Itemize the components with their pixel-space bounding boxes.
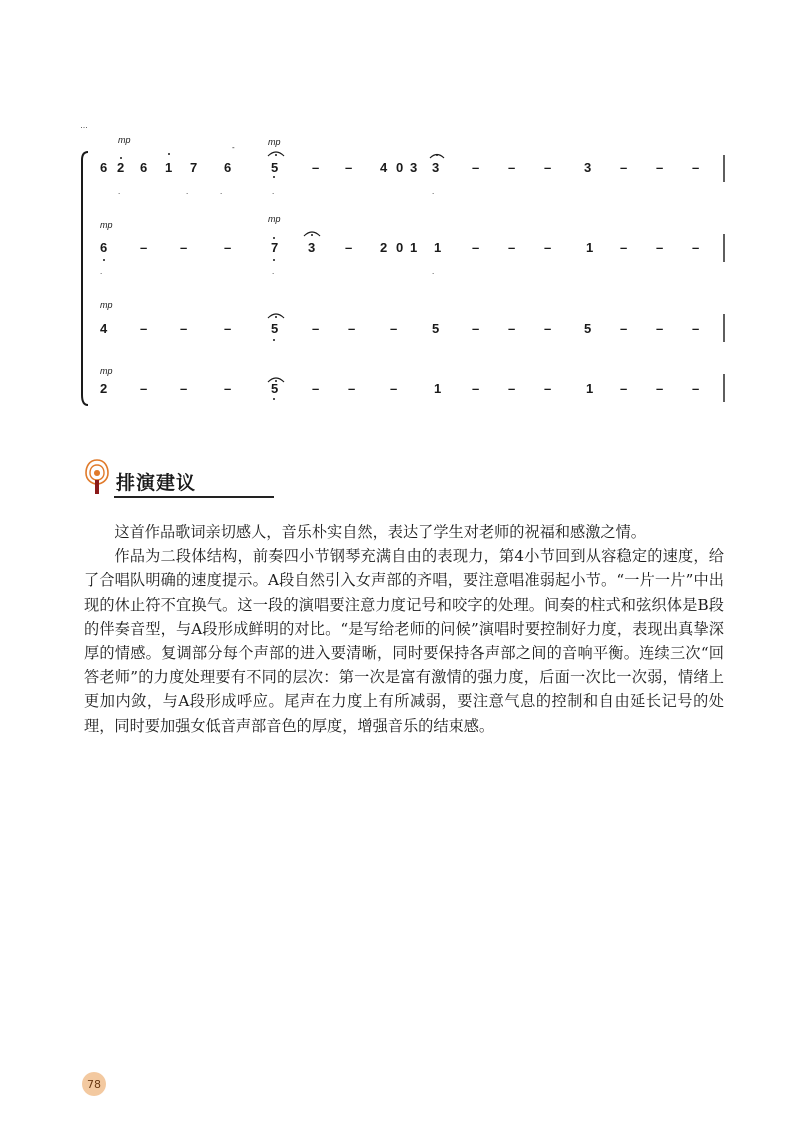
score-note: 0 [396,240,404,255]
score-note: – [472,321,480,336]
lyric-mark: . [220,187,223,196]
score-note: 4 [380,160,388,175]
score-note: 3 [584,160,592,175]
section-title: 排演建议 [116,472,197,494]
score-row-1 [100,135,724,196]
score-note: – [472,381,480,396]
paragraph: 这首作品歌词亲切感人，音乐朴实自然，表达了学生对老师的祝福和感激之情。 [114,523,646,541]
score-note: – [508,160,516,175]
score-note: – [508,381,516,396]
rehearsal-icon [84,458,110,496]
score-note: – [544,160,552,175]
page-number: 78 [82,1072,106,1096]
score-note: – [508,321,516,336]
score-note: – [180,321,188,336]
score-note: 3 [410,160,418,175]
score-note: 6 [140,160,148,175]
score-note: 3 [308,240,316,255]
score-note: 7 [271,240,279,255]
score-note: 1 [165,160,173,175]
dynamic-mark: mp [100,220,113,230]
score-note: – [312,381,320,396]
jianpu-score [0,0,800,420]
svg-text:…: … [80,121,88,130]
score-note: – [656,321,664,336]
score-top-mark [80,121,88,130]
score-note: – [312,160,320,175]
score-note: – [692,381,700,396]
score-note: – [224,321,232,336]
score-note: – [390,321,398,336]
score-note: 5 [271,381,279,396]
score-note: 1 [586,381,594,396]
score-note: 6 [224,160,232,175]
score-note: – [544,321,552,336]
score-row-3 [100,300,724,342]
score-note: – [140,321,148,336]
dynamic-mark: mp [100,300,113,310]
score-note: 5 [271,160,279,175]
rehearsal-suggestions-text [84,520,724,738]
lyric-mark: . [100,267,103,276]
score-note: – [544,240,552,255]
score-note: – [692,160,700,175]
score-note: – [620,160,628,175]
score-note: 2 [380,240,388,255]
score-note: – [180,381,188,396]
score-note: 0 [396,160,404,175]
score-note: 6 [100,240,108,255]
section-header [84,458,244,498]
score-note: – [544,381,552,396]
score-brace [82,152,88,405]
score-note: – [140,381,148,396]
score-note: – [348,381,356,396]
score-note: 5 [432,321,440,336]
score-note: – [224,381,232,396]
score-note: 4 [100,321,108,336]
score-note: 7 [190,160,198,175]
score-note: 1 [434,381,442,396]
score-note: 1 [410,240,418,255]
lyric-mark: . [432,187,435,196]
score-note: – [472,240,480,255]
score-note: – [656,160,664,175]
dynamic-mark: mp [118,135,131,145]
score-note: – [345,240,353,255]
paragraph: 作品为二段体结构，前奏四小节钢琴充满自由的表现力，第4小节回到从容稳定的速度，给了合唱队明确的速度提示。A段自然引入女声部的齐唱，要注意唱准弱起小节。“一片一片”中出现的休止符不宜换气。这一段的演唱要注意力度记号和咬字的处理。间奏的柱式和弦织体是B段的伴奏音型，与A段形成鲜明的对比。“是写给老师的问候”演唱时要控制好力度，表现出真挚深厚的情感。复调部分每个声部的进入要清晰，同时要保持各声部之间的音响平衡。连续三次“回答老师”的力度处理要有不同的层次：第一次是富有激情的强力度，后面一次比一次弱，情绪上更加内敛，与A段形成呼应。尾声在力度上有所减弱，要注意气息的控制和自由延长记号的处理，同时要加强女低音声部音色的厚度，增强音乐的结束感。 [84,547,724,735]
score-note: 1 [434,240,442,255]
lyric-mark: . [432,267,435,276]
score-note: – [508,240,516,255]
score-note: – [620,240,628,255]
score-note: – [692,321,700,336]
lyric-mark: . [186,187,189,196]
score-row-2 [100,214,724,276]
score-note: – [656,381,664,396]
score-note: – [692,240,700,255]
lyric-mark: . [272,187,275,196]
score-note: – [656,240,664,255]
score-note: – [140,240,148,255]
dynamic-mark: mp [100,366,113,376]
score-note: 5 [271,321,279,336]
dynamic-mark: mp [268,137,281,147]
score-note: 2 [100,381,108,396]
lyric-mark: . [118,187,121,196]
score-note: – [390,381,398,396]
score-note: 3 [432,160,440,175]
score-note: – [620,381,628,396]
score-note: – [348,321,356,336]
score-note: – [472,160,480,175]
score-row-4 [100,366,724,402]
dynamic-mark: mp [268,214,281,224]
score-note: – [345,160,353,175]
lyric-mark: . [272,267,275,276]
score-note: – [224,240,232,255]
section-divider [114,496,274,498]
score-note: 1 [586,240,594,255]
score-note: – [620,321,628,336]
score-note: 6 [100,160,108,175]
score-note: – [180,240,188,255]
score-note: 2 [117,160,125,175]
score-note: 5 [584,321,592,336]
tenuto-mark: - [232,143,235,152]
score-note: – [312,321,320,336]
